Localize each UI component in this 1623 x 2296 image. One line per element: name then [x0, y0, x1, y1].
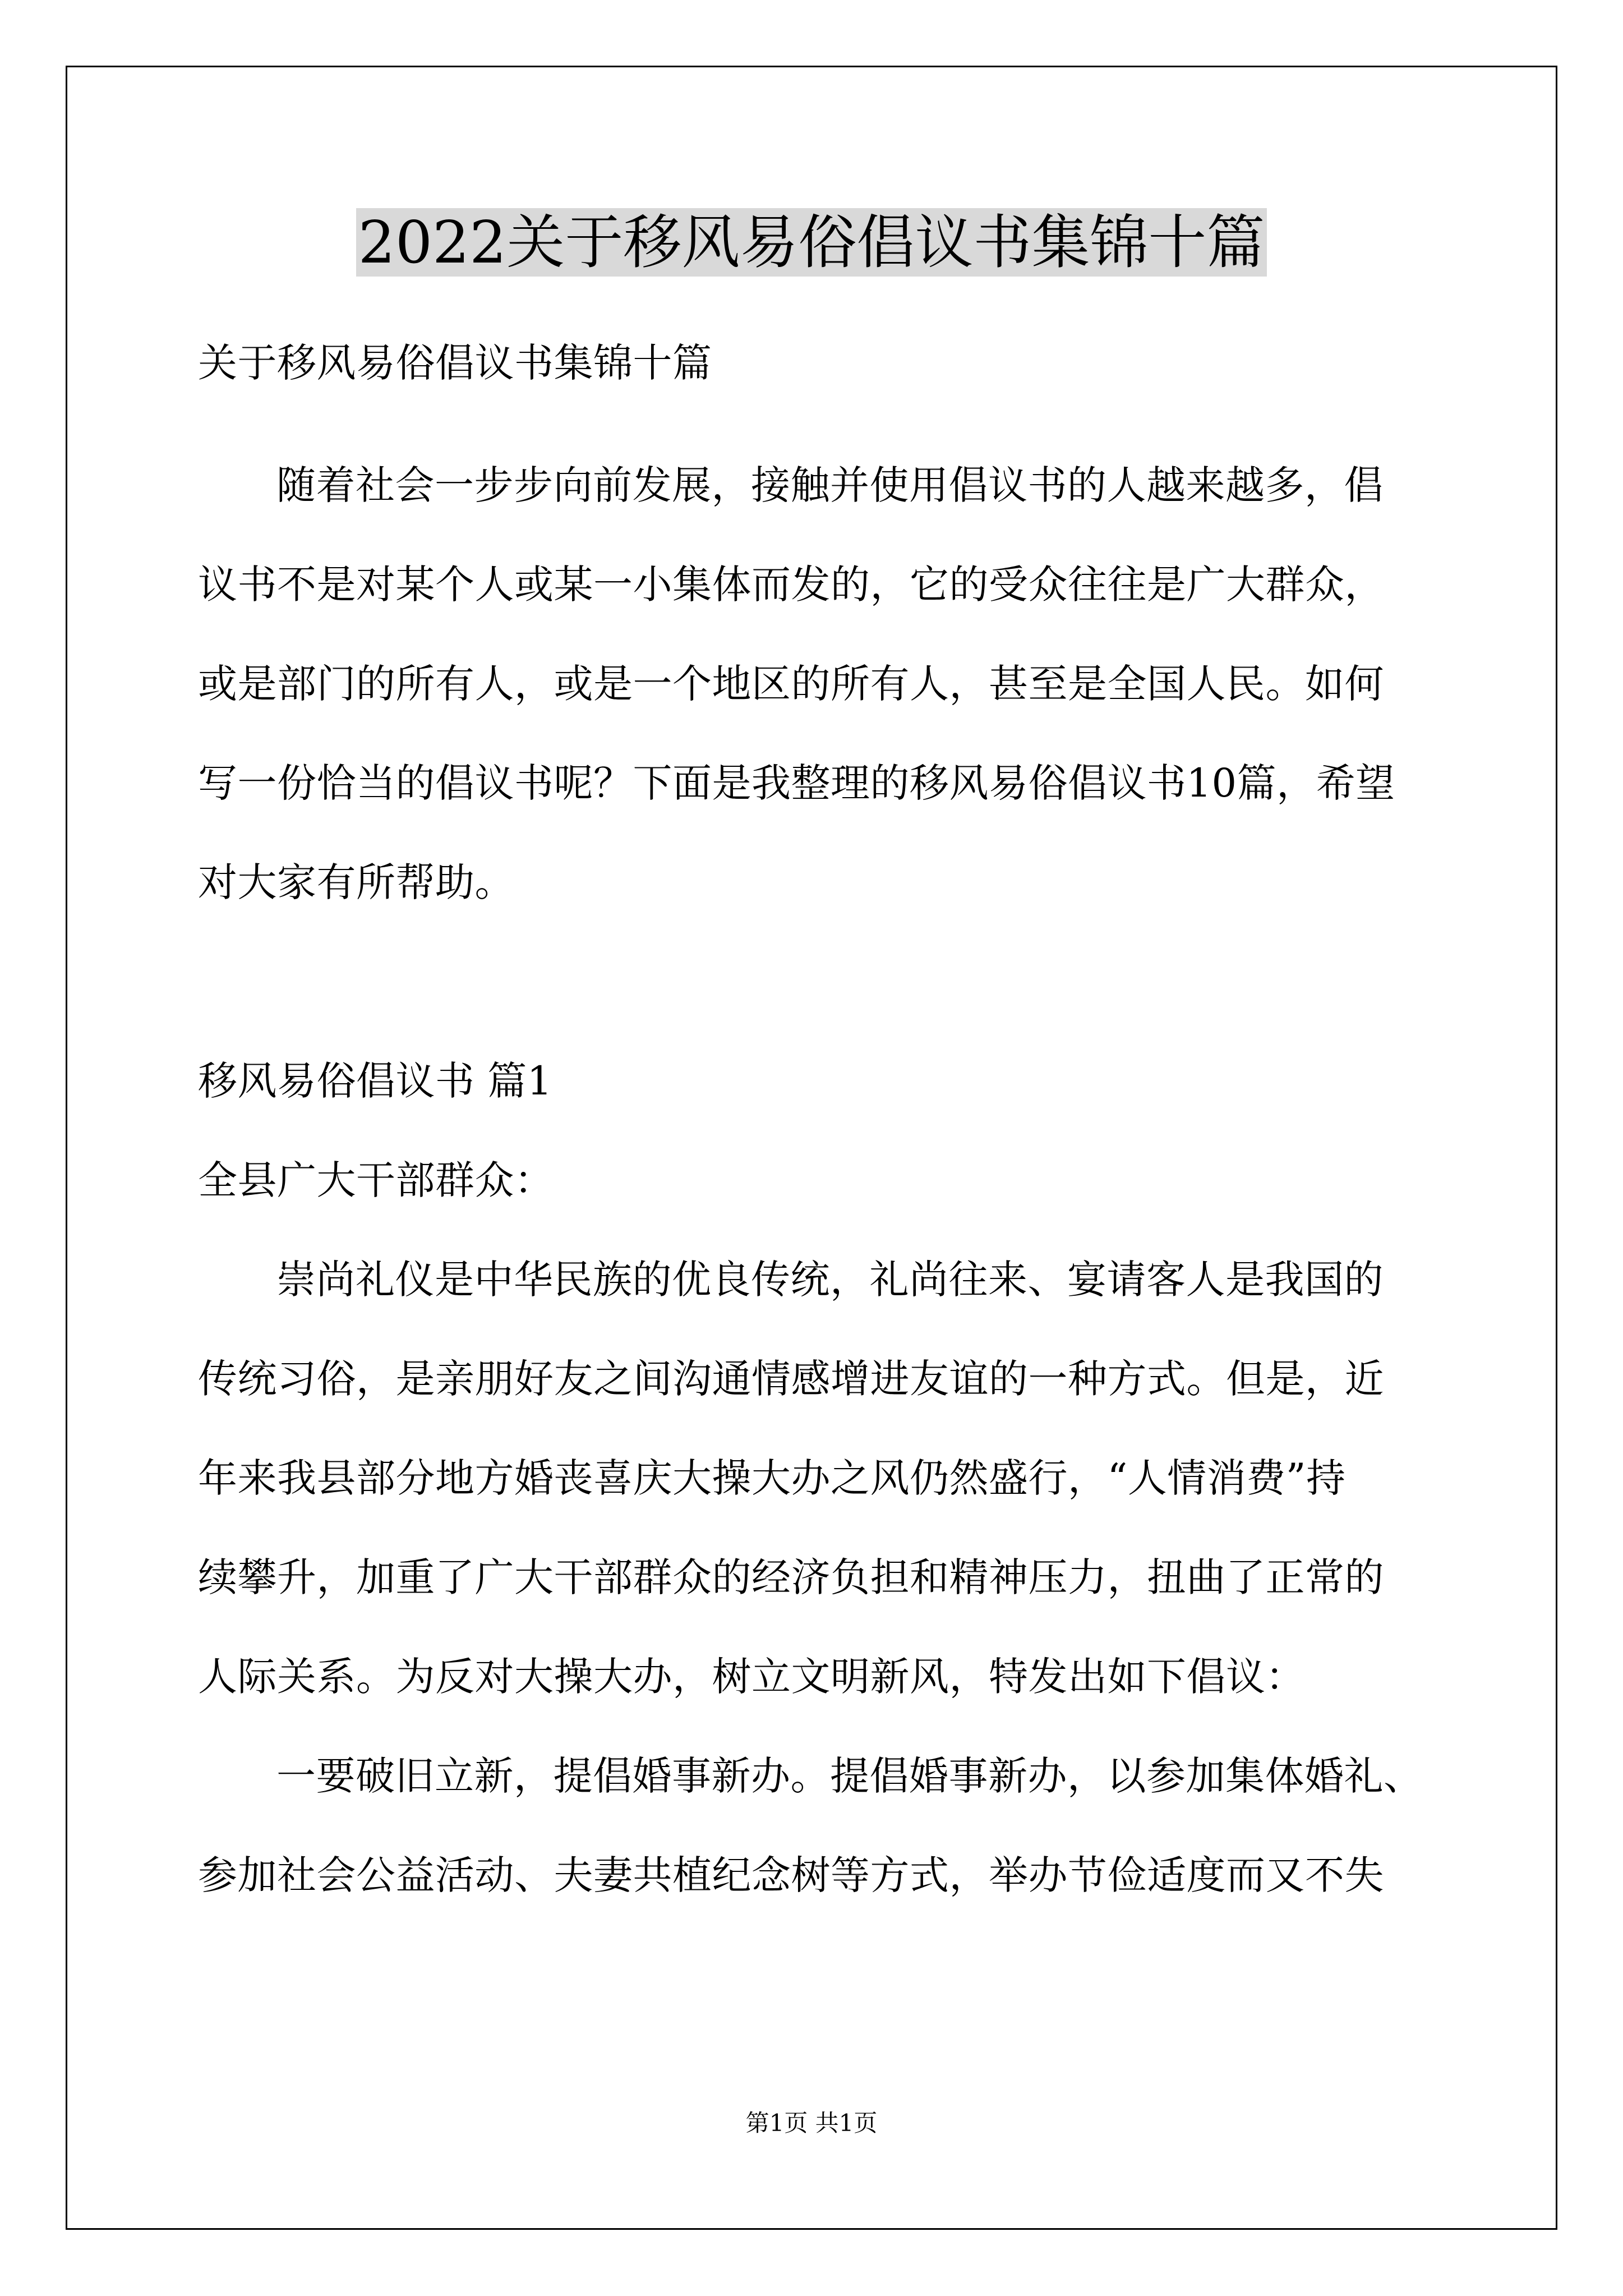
section-heading: 移风易俗倡议书 篇1 — [198, 1058, 552, 1104]
paragraph-line: 或是部门的所有人，或是一个地区的所有人，甚至是全国人民。如何 — [198, 661, 1384, 707]
paragraph-line: 人际关系。为反对大操大办，树立文明新风，特发出如下倡议： — [198, 1654, 1305, 1700]
paragraph-line: 传统习俗，是亲朋好友之间沟通情感增进友谊的一种方式。但是，近 — [198, 1356, 1384, 1402]
paragraph-line: 崇尚礼仪是中华民族的优良传统，礼尚往来、宴请客人是我国的 — [276, 1257, 1384, 1303]
paragraph-line: 议书不是对某个人或某一小集体而发的，它的受众往往是广大群众， — [198, 562, 1384, 608]
subtitle-line: 关于移风易俗倡议书集锦十篇 — [198, 340, 712, 386]
page-number-footer: 第1页 共1页 — [745, 2109, 878, 2137]
paragraph-line: 随着社会一步步向前发展，接触并使用倡议书的人越来越多，倡 — [276, 462, 1384, 508]
paragraph-line: 写一份恰当的倡议书呢？下面是我整理的移风易俗倡议书10篇，希望 — [198, 760, 1395, 806]
paragraph-line: 一要破旧立新，提倡婚事新办。提倡婚事新办，以参加集体婚礼、 — [276, 1753, 1423, 1799]
paragraph-line: 参加社会公益活动、夫妻共植纪念树等方式，举办节俭适度而又不失 — [198, 1852, 1384, 1898]
salutation-line: 全县广大干部群众： — [198, 1157, 554, 1203]
paragraph-line: 续攀升，加重了广大干部群众的经济负担和精神压力，扭曲了正常的 — [198, 1554, 1384, 1600]
document-title: 2022关于移风易俗倡议书集锦十篇 — [0, 203, 1623, 282]
paragraph-line: 对大家有所帮助。 — [198, 859, 514, 905]
paragraph-line: 年来我县部分地方婚丧喜庆大操大办之风仍然盛行，“人情消费”持 — [198, 1455, 1346, 1501]
